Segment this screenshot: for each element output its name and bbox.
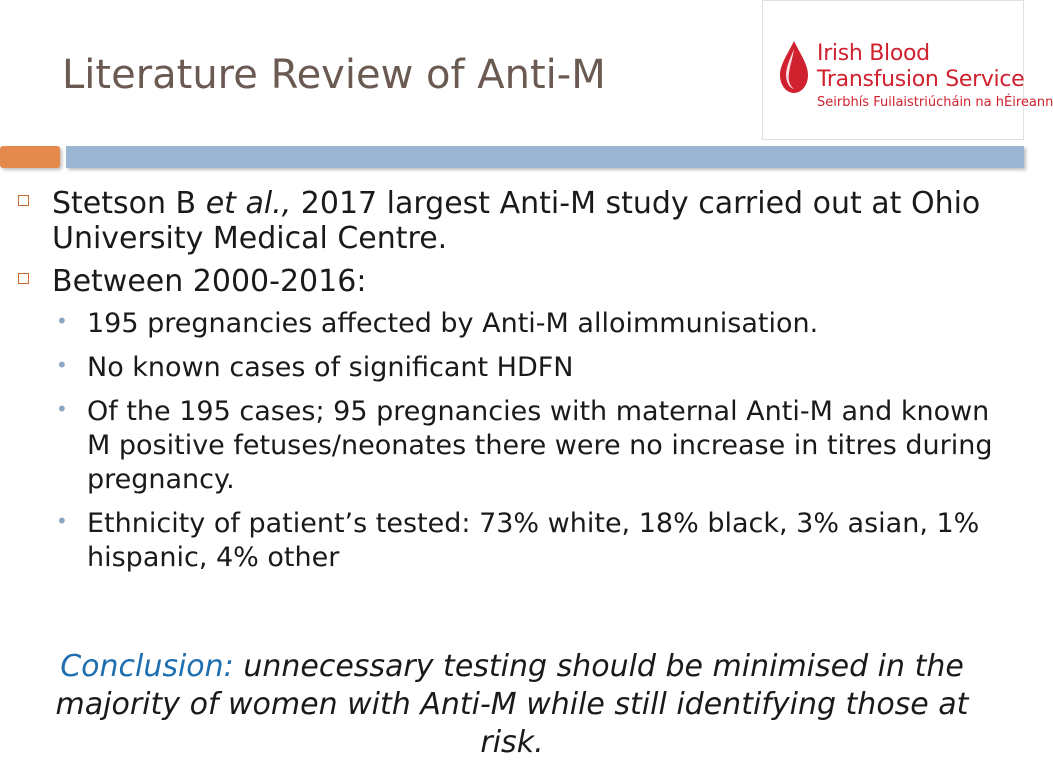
sub-bullet-item	[0, 395, 1024, 497]
dot-bullet-icon: •	[56, 353, 68, 377]
blood-drop-icon	[777, 39, 811, 95]
bullet-item	[0, 186, 1024, 256]
ibts-logo	[762, 0, 1053, 140]
sub-bullet-item	[0, 307, 1024, 341]
bullet-etal: et al.,	[205, 186, 292, 221]
sub-bullet-text: Of the 195 cases; 95 pregnancies with maternal Anti-M and known M positive fetuses/neonates there were no increase in titres during pregnancy.	[87, 396, 993, 495]
sub-bullet-text: Ethnicity of patient’s tested: 73% white, 18% black, 3% asian, 1% hispanic, 4% other	[87, 508, 980, 573]
conclusion-lead: Conclusion:	[60, 649, 234, 684]
header-rule-orange	[0, 146, 60, 168]
sub-bullet-text: No known cases of significant HDFN	[87, 352, 574, 383]
logo-text-irish: Seirbhís Fuilaistriúcháin na hÉireann	[817, 95, 1053, 110]
bullet-author: Stetson B	[52, 186, 206, 221]
bullet-list	[0, 186, 1024, 585]
logo-text-line2: Transfusion Service	[817, 67, 1025, 92]
dot-bullet-icon: •	[56, 309, 68, 333]
conclusion	[20, 648, 1004, 762]
logo-text-line1: Irish Blood	[817, 41, 930, 66]
header-rule-blue	[66, 146, 1024, 168]
conclusion-text: unnecessary testing should be minimised in the majority of women with Anti-M while still identifying those at risk.	[55, 649, 969, 760]
square-bullet-icon	[18, 195, 29, 206]
dot-bullet-icon: •	[56, 397, 68, 421]
bullet-item	[0, 264, 1024, 299]
dot-bullet-icon: •	[56, 509, 68, 533]
bullet-text: Between 2000-2016:	[52, 264, 367, 299]
slide-title: Literature Review of Anti-M	[62, 52, 606, 98]
sub-bullet-item	[0, 507, 1024, 575]
square-bullet-icon	[18, 273, 29, 284]
bullet-text: 2017 largest Anti-M study carried out at Ohio University Medical Centre.	[52, 186, 981, 256]
sub-bullet-item	[0, 351, 1024, 385]
sub-bullet-text: 195 pregnancies affected by Anti-M alloimmunisation.	[87, 308, 819, 339]
